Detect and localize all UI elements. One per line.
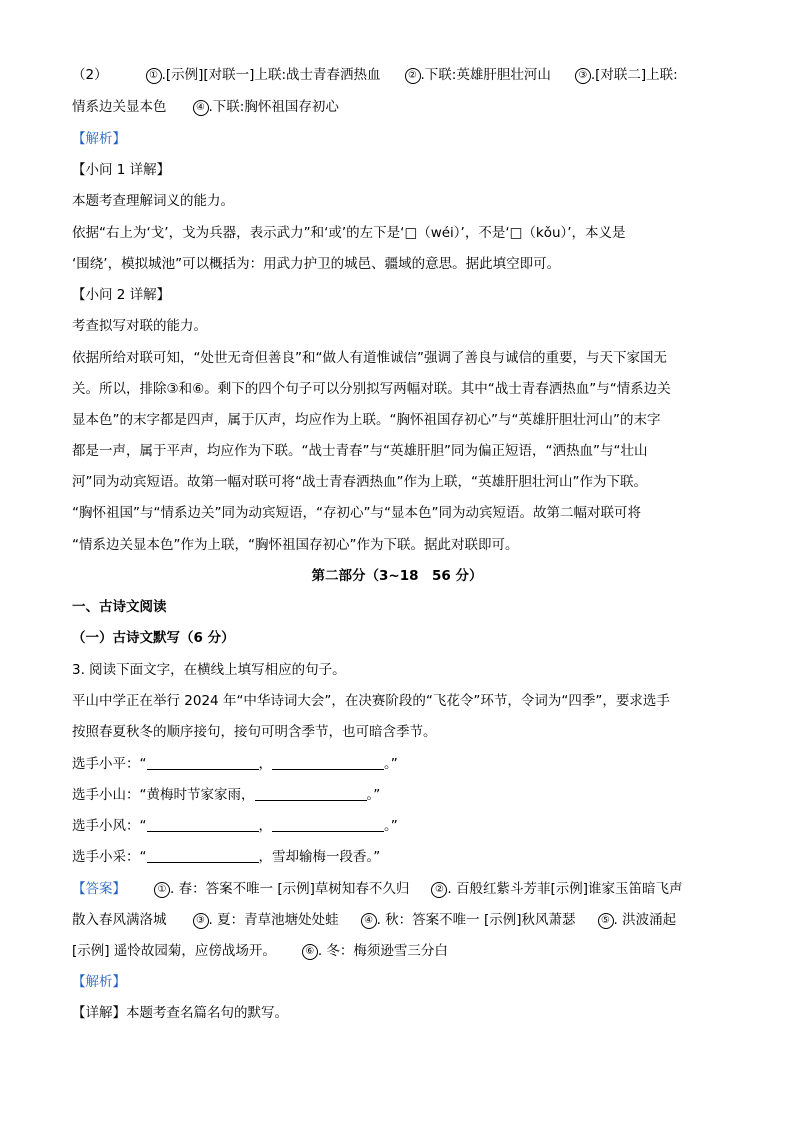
question-stem: 3. 阅读下面文字，在横线上填写相应的句子。 [72,662,346,678]
paragraph: “情系边关显本色”作为上联，“胸怀祖国存初心”作为下联。据此对联即可。 [72,537,519,553]
detail-line [72,1004,288,1022]
answer-item: 情系边关显本色 [72,99,167,115]
punctuation: ， [258,756,272,772]
circled-number: ③ [575,68,591,84]
speaker-label: 选手小风：“ [72,818,147,834]
subquestion-2-heading: 【小问 2 详解】 [72,287,171,303]
answer-item: .[示例][对联一]上联:战士青春洒热血 [161,67,381,83]
circled-number: ① [154,882,170,898]
punctuation: 。” [384,756,398,772]
punctuation: 。” [384,818,398,834]
circled-number: ④ [193,100,209,116]
circled-number: ③ [193,913,209,929]
paragraph: “胸怀祖国”与“情系边关”同为动宾短语，“存初心”与“显本色”同为动宾短语。故第二幅对联可将 [72,505,641,521]
answer-item: 散入春风满洛城 [72,912,167,928]
verse-text: ，雪却输梅一段香。” [258,849,381,865]
speaker-label: 选手小山：“黄梅时节家家雨， [72,787,255,803]
answer-label: 【答案】 [72,881,126,897]
analysis-label: 【解析】 [72,131,126,147]
circled-number: ⑤ [598,913,614,929]
speaker-label: 选手小平：“ [72,756,147,772]
fill-blank[interactable] [147,817,259,832]
circled-number: ① [146,68,162,84]
paragraph: 依据所给对联可知，“处世无奇但善良”和“做人有道惟诚信”强调了善良与诚信的重要，与天下家国无 [72,350,667,366]
part-title: 第二部分（3~18 56 分） [311,568,483,584]
answer-item: . 百般红紫斗芳菲[示例]谁家玉笛暗飞声 [447,881,683,897]
subsection-heading: （一）古诗文默写（6 分） [72,630,235,646]
answer-item: . 春：答案不唯一 [示例]草树知春不久归 [170,881,410,897]
fill-blank[interactable] [147,755,259,770]
answer-item: [示例] 遥怜故园菊，应傍战场开。 [72,943,276,959]
question-number: （2） [72,67,108,83]
circled-number: ⑥ [302,944,318,960]
paragraph: 考查拟写对联的能力。 [72,318,207,334]
paragraph: 都是一声，属于平声，均应作为下联。“战士青春”与“英雄肝胆”同为偏正短语，“洒热血”与“壮山 [72,443,648,459]
circled-number: ② [405,68,421,84]
answer-item: . 冬：梅须逊雪三分白 [317,943,448,959]
answer-item: . 洪波涌起 [613,912,677,928]
paragraph: 依据“右上为‘戈’，戈为兵器，表示武力”和‘或’的左下是‘□（wéi）’，不是‘□（kǒu）’，本义是 [72,225,626,241]
analysis-label: 【解析】 [72,974,126,990]
paragraph: ‘围绕’，模拟城池”可以概括为：用武力护卫的城邑、疆域的意思。据此填空即可。 [72,256,561,272]
answer-item: . 秋：答案不唯一 [示例]秋风萧瑟 [376,912,576,928]
answer-q2-line1 [72,66,678,84]
circled-number: ④ [361,913,377,929]
response-line [72,817,398,835]
subquestion-1-heading: 【小问 1 详解】 [72,162,171,178]
paragraph: 关。所以，排除③和⑥。剩下的四个句子可以分别拟写两幅对联。其中“战士青春洒热血”与“情系边关 [72,381,671,397]
detail-label: 【详解】 [72,1005,126,1021]
answer-item: . 夏：青草池塘处处蛙 [208,912,339,928]
answer-line3 [72,942,448,960]
answer-line1 [72,880,683,898]
response-line [72,848,380,866]
speaker-label: 选手小采：“ [72,849,147,865]
answer-item: .下联:胸怀祖国存初心 [208,99,339,115]
fill-blank[interactable] [272,817,384,832]
fill-blank[interactable] [147,848,259,863]
fill-blank[interactable] [272,755,384,770]
paragraph: 平山中学正在举行 2024 年“中华诗词大会”，在决赛阶段的“飞花令”环节，令词为“四季”，要求选手 [72,693,670,709]
paragraph: 显本色”的末字都是四声，属于仄声，均应作为上联。“胸怀祖国存初心”与“英雄肝胆壮河山”的末字 [72,412,661,428]
answer-item: .下联:英雄肝胆壮河山 [420,67,551,83]
fill-blank[interactable] [255,786,367,801]
answer-q2-line2 [72,98,339,116]
response-line [72,755,398,773]
circled-number: ② [431,882,447,898]
punctuation: ， [258,818,272,834]
answer-line2 [72,911,676,929]
answer-item: .[对联二]上联: [590,67,678,83]
paragraph: 本题考查名篇名句的默写。 [126,1005,288,1021]
paragraph: 本题考查理解词义的能力。 [72,193,234,209]
section-heading: 一、古诗文阅读 [72,599,167,615]
paragraph: 按照春夏秋冬的顺序接句，接句可明含季节，也可暗含季节。 [72,724,437,740]
response-line [72,786,380,804]
paragraph: 河”同为动宾短语。故第一幅对联可将“战士青春洒热血”作为上联，“英雄肝胆壮河山”作为下联。 [72,474,647,490]
punctuation: 。” [366,787,381,803]
